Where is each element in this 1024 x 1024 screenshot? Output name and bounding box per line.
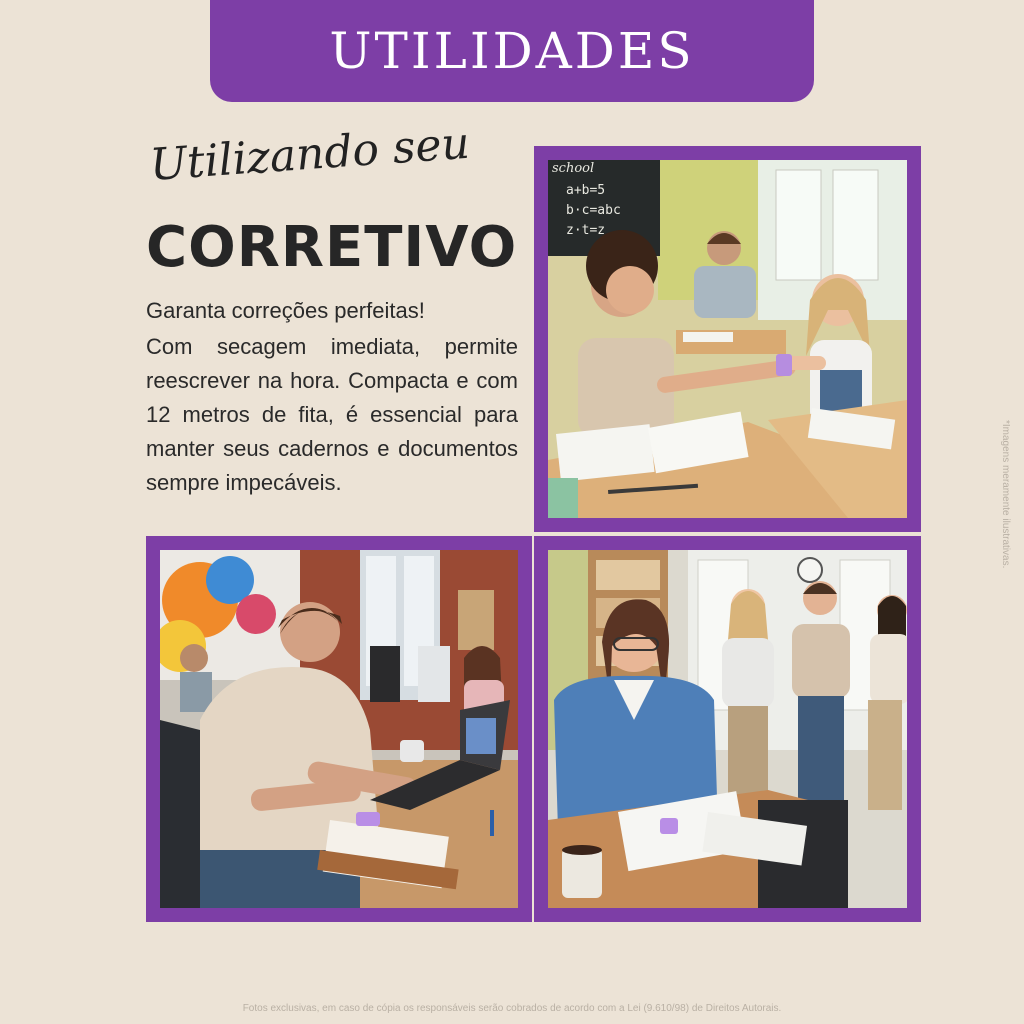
photo-classroom-children: [534, 146, 921, 532]
photo-office-worker-image: [548, 550, 907, 908]
blackboard-line: z·t=z: [566, 223, 606, 238]
copyright-footer: Fotos exclusivas, em caso de cópia os responsáveis serão cobrados de acordo com a Lei (9.610/98) de Direitos Autorais.: [242, 1003, 782, 1014]
banner-title: UTILIDADES: [329, 22, 695, 80]
photo-student-desk: [146, 536, 532, 922]
photo-office-worker: [534, 536, 921, 922]
script-subtitle: Utilizando seu: [148, 117, 472, 191]
description-text: Com secagem imediata, permite reescrever na hora. Compacta e com 12 metros de fita, é essencial para manter seus cadernos e documentos sempre impecáveis.: [146, 334, 518, 495]
disclaimer-side-note: *Imagens meramente ilustrativas.: [1000, 420, 1011, 569]
photo-classroom-children-image: [548, 160, 907, 518]
page-title: CORRETIVO: [146, 215, 518, 280]
title-banner: [210, 0, 814, 102]
blackboard-line: b·c=abc: [566, 203, 621, 218]
photo-student-desk-image: [160, 550, 518, 908]
lead-text: Garanta correções perfeitas!: [146, 298, 425, 323]
classroom-children-illustration: [548, 160, 907, 518]
office-worker-illustration: [548, 550, 907, 908]
student-desk-illustration: [160, 550, 518, 908]
blackboard-line: a+b=5: [566, 183, 606, 198]
blackboard-word: school: [552, 161, 595, 176]
